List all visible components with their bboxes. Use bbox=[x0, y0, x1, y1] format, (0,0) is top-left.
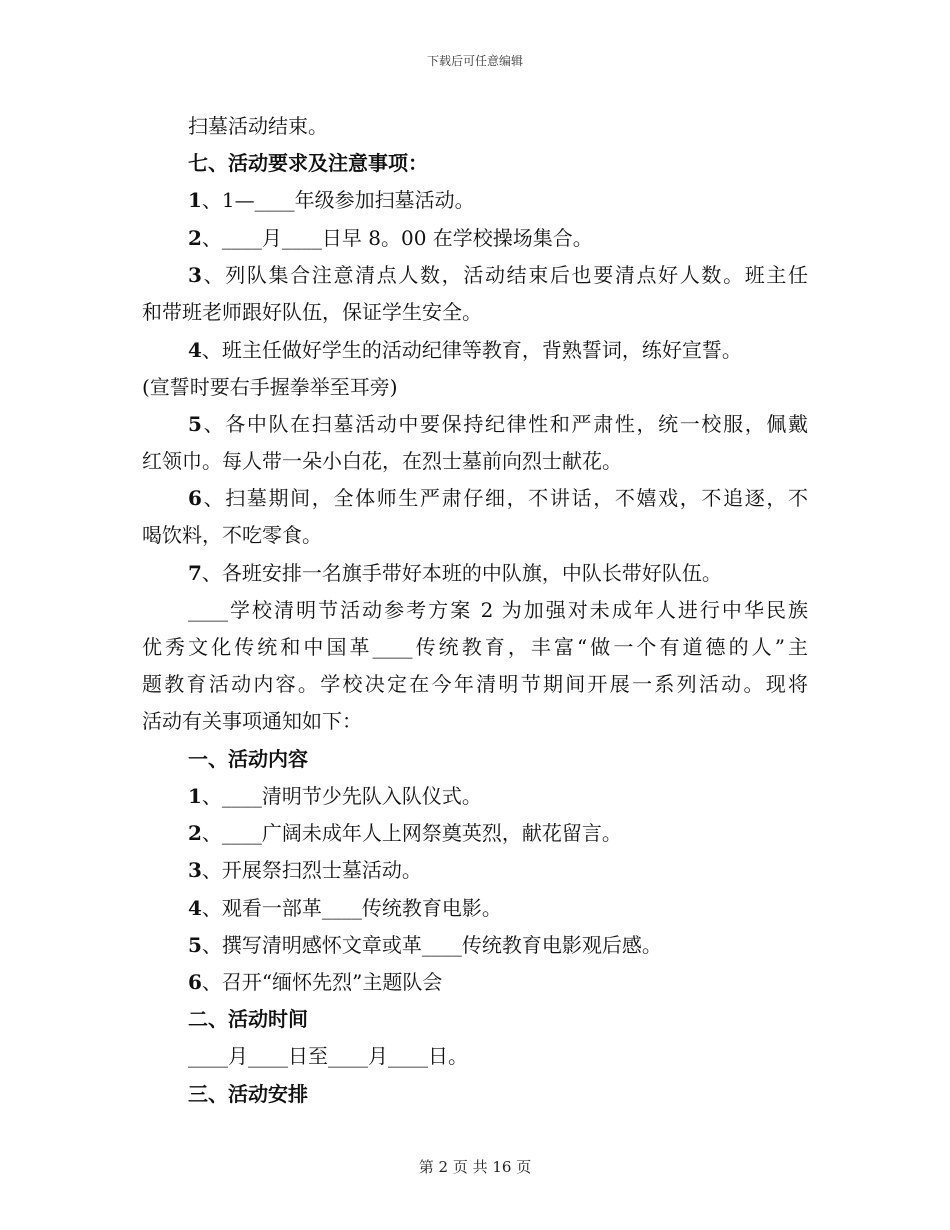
list-text: 、观看一部革____传统教育电影。 bbox=[201, 896, 502, 920]
section-heading-3: 三、活动安排 bbox=[188, 1082, 308, 1106]
list-number: 1 bbox=[188, 784, 202, 808]
list-item-3 bbox=[188, 858, 422, 882]
list-number: 3 bbox=[188, 858, 202, 882]
list-item-7 bbox=[188, 561, 722, 585]
paragraph-line: ____学校清明节活动参考方案 2 为加强对未成年人进行中华民族 bbox=[188, 598, 808, 622]
list-item-4 bbox=[188, 338, 742, 362]
paragraph-line: 活动有关事项通知如下： bbox=[142, 709, 362, 733]
list-number: 6 bbox=[188, 486, 202, 510]
list-text: 、扫墓期间，全体师生严肃仔细，不讲话，不嬉戏，不追逐，不 bbox=[201, 486, 808, 510]
paragraph-line: 题教育活动内容。学校决定在今年清明节期间开展一系列活动。现将 bbox=[142, 672, 808, 696]
list-item-4 bbox=[188, 896, 502, 920]
list-text: 、开展祭扫烈士墓活动。 bbox=[201, 858, 422, 882]
list-number: 4 bbox=[188, 896, 202, 920]
section-heading-7: 七、活动要求及注意事项： bbox=[188, 151, 428, 175]
list-number: 7 bbox=[188, 561, 202, 585]
list-text: 、____广阔未成年人上网祭奠英烈，献花留言。 bbox=[201, 821, 622, 845]
paragraph-line: 喝饮料，不吃零食。 bbox=[142, 523, 322, 547]
list-text: 、____月____日早 8。00 在学校操场集合。 bbox=[201, 226, 593, 250]
list-text: 、1—____年级参加扫墓活动。 bbox=[201, 188, 475, 212]
list-item-3 bbox=[188, 263, 808, 287]
list-item-1 bbox=[188, 784, 482, 808]
list-number: 5 bbox=[188, 933, 202, 957]
paragraph-line: 扫墓活动结束。 bbox=[188, 114, 328, 138]
list-item-2 bbox=[188, 821, 622, 845]
list-text: 、班主任做好学生的活动纪律等教育，背熟誓词，练好宣誓。 bbox=[201, 338, 742, 362]
paragraph-line: 和带班老师跟好队伍，保证学生安全。 bbox=[142, 300, 482, 324]
list-item-1 bbox=[188, 188, 475, 212]
list-item-5 bbox=[188, 933, 662, 957]
list-number: 1 bbox=[188, 188, 202, 212]
paragraph-line: 红领巾。每人带一朵小白花，在烈士墓前向烈士献花。 bbox=[142, 449, 622, 473]
list-number: 5 bbox=[188, 412, 202, 436]
list-item-6 bbox=[188, 970, 442, 994]
list-item-5 bbox=[188, 412, 808, 436]
paragraph-line: (宣誓时要右手握拳举至耳旁) bbox=[142, 375, 398, 399]
section-heading-2: 二、活动时间 bbox=[188, 1007, 308, 1031]
list-number: 2 bbox=[188, 821, 202, 845]
list-text: 、列队集合注意清点人数，活动结束后也要清点好人数。班主任 bbox=[201, 263, 808, 287]
list-number: 2 bbox=[188, 226, 202, 250]
list-item-6 bbox=[188, 486, 808, 510]
paragraph-line: ____月____日至____月____日。 bbox=[188, 1044, 468, 1068]
list-text: 、____清明节少先队入队仪式。 bbox=[201, 784, 482, 808]
list-number: 3 bbox=[188, 263, 202, 287]
section-heading-1: 一、活动内容 bbox=[188, 747, 308, 771]
list-text: 、召开“缅怀先烈”主题队会 bbox=[201, 970, 443, 994]
list-number: 6 bbox=[188, 970, 202, 994]
paragraph-line: 优秀文化传统和中国革____传统教育，丰富“做一个有道德的人”主 bbox=[142, 635, 808, 659]
list-text: 、撰写清明感怀文章或革____传统教育电影观后感。 bbox=[201, 933, 662, 957]
page-header: 下载后可任意编辑 bbox=[426, 54, 523, 68]
list-text: 、各班安排一名旗手带好本班的中队旗，中队长带好队伍。 bbox=[201, 561, 722, 585]
page-footer: 第 2 页 共 16 页 bbox=[418, 1158, 532, 1176]
list-text: 、各中队在扫墓活动中要保持纪律性和严肃性，统一校服，佩戴 bbox=[201, 412, 808, 436]
list-item-2 bbox=[188, 226, 593, 250]
list-number: 4 bbox=[188, 338, 202, 362]
